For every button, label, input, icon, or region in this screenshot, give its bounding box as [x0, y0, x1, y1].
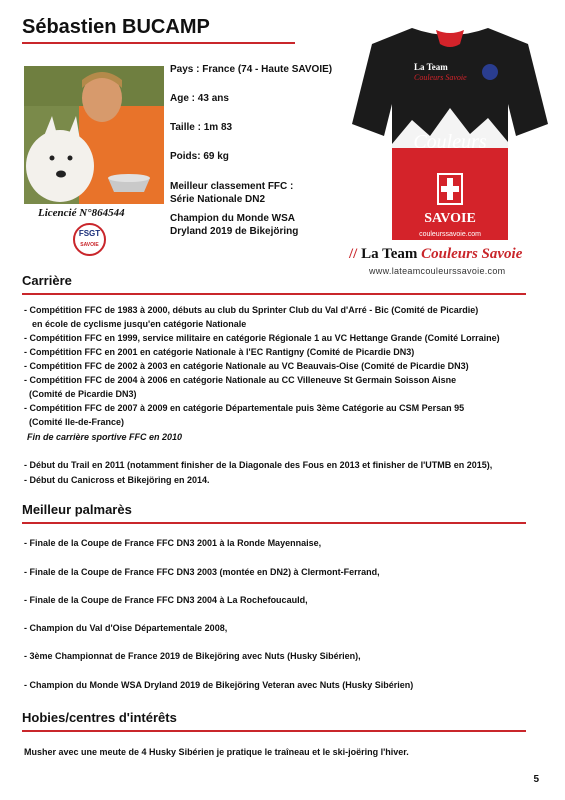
carriere-line: - Début du Canicross et Bikejöring en 2014.: [24, 475, 210, 485]
carriere-line: (Comité Ile-de-France): [29, 417, 125, 427]
palmares-item: - Champion du Monde WSA Dryland 2019 de Bikejöring Veteran avec Nuts (Husky Sibérien): [24, 680, 414, 690]
classement-line-1: Meilleur classement FFC :: [170, 181, 294, 192]
carriere-line: en école de cyclisme jusqu'en catégorie Nationale: [32, 319, 247, 329]
palmares-item: - 3ème Championnat de France 2019 de Bikejöring avec Nuts (Husky Sibérien),: [24, 651, 361, 661]
carriere-line: (Comité de Picardie DN3): [29, 389, 137, 399]
jersey-chest-text-2: SAVOIE: [424, 211, 476, 226]
info-age: [170, 93, 229, 104]
carriere-line: - Début du Trail en 2011 (notamment finisher de la Diagonale des Fous en 2013 et finisher de l'UTMB en 2015),: [24, 460, 493, 470]
palmares-item: - Finale de la Coupe de France FFC DN3 2003 (montée en DN2) à Clermont-Ferrand,: [24, 567, 380, 577]
title-underline: [22, 42, 295, 44]
section-title-hobbies: Hobies/centres d'intérêts: [22, 710, 177, 725]
section-rule-hobbies: [22, 730, 526, 732]
jersey-brand-top: La Team: [414, 62, 448, 72]
taille-label: Taille: [170, 122, 195, 133]
hobbies-text: Musher avec une meute de 4 Husky Sibérien je pratique le traîneau et le ski-joëring l'hiver.: [24, 747, 409, 757]
team-bars: //: [349, 246, 358, 262]
pays-value: : France (74 - Haute SAVOIE): [193, 64, 333, 75]
team-jersey-image: [352, 24, 548, 242]
age-value: : 43 ans: [188, 93, 229, 104]
section-rule-palmares: [22, 522, 526, 524]
carriere-line: Fin de carrière sportive FFC en 2010: [27, 432, 183, 442]
carriere-line: - Compétition FFC de 2002 à 2003 en catégorie Nationale au VC Beauvais-Oise (Comité de Picardie DN3): [24, 361, 469, 371]
pays-label: Pays: [170, 64, 194, 75]
info-taille: [170, 122, 232, 133]
section-title-palmares: Meilleur palmarès: [22, 502, 132, 517]
profile-photo: [24, 66, 164, 204]
carriere-line: - Compétition FFC en 2001 en catégorie Nationale à l'EC Rantigny (Comité de Picardie DN3): [24, 347, 415, 357]
info-pays: [170, 64, 332, 75]
palmares-item: - Finale de la Coupe de France FFC DN3 2004 à La Rochefoucauld,: [24, 595, 308, 605]
team-brand-name: Couleurs Savoie: [421, 246, 523, 262]
licence-number: Licencié N°864544: [38, 207, 125, 219]
carriere-line: - Compétition FFC de 2004 à 2006 en catégorie Nationale au CC Villeneuve St Germain Soisson Aisne: [24, 375, 457, 385]
champion-line-2: Dryland 2019 de Bikejöring: [170, 226, 299, 237]
page-title: Sébastien BUCAMP: [22, 16, 210, 38]
age-label: Age: [170, 93, 189, 104]
carriere-line: - Compétition FFC en 1999, service militaire en catégorie Régionale 1 au VC Hettange Grande (Comité Lorraine): [24, 333, 500, 343]
team-website: www.lateamcouleurssavoie.com: [369, 266, 506, 276]
taille-value: : 1m 83: [194, 122, 233, 133]
section-rule-carriere: [22, 293, 526, 295]
palmares-item: - Finale de la Coupe de France FFC DN3 2001 à la Ronde Mayennaise,: [24, 538, 322, 548]
champion-line-1: Champion du Monde WSA: [170, 213, 295, 224]
classement-line-2: Série Nationale DN2: [170, 194, 266, 205]
info-poids: [170, 151, 229, 162]
team-prefix: La Team: [361, 246, 418, 262]
section-title-carriere: Carrière: [22, 273, 72, 288]
team-brand-line: [349, 246, 522, 263]
page-number: 5: [533, 774, 539, 785]
jersey-url: couleurssavoie.com: [419, 231, 481, 238]
fsgt-logo: [73, 223, 106, 256]
carriere-line: - Compétition FFC de 1983 à 2000, débuts au club du Sprinter Club du Val d'Arré - Bic (Comité de Picardie): [24, 305, 479, 315]
carriere-line: - Compétition FFC de 2007 à 2009 en catégorie Départementale puis 3ème Catégorie au CSM Persan 95: [24, 403, 465, 413]
palmares-item: - Champion du Val d'Oise Départementale 2008,: [24, 623, 228, 633]
jersey-brand-sub: Couleurs Savoie: [414, 73, 467, 82]
jersey-chest-text-1: Couleurs: [413, 131, 487, 153]
fsgt-logo-text: FSGT: [78, 229, 101, 238]
fsgt-logo-sub: SAVOIE: [80, 242, 99, 248]
poids-value: : 69 kg: [197, 151, 229, 162]
poids-label: Poids: [170, 151, 198, 162]
